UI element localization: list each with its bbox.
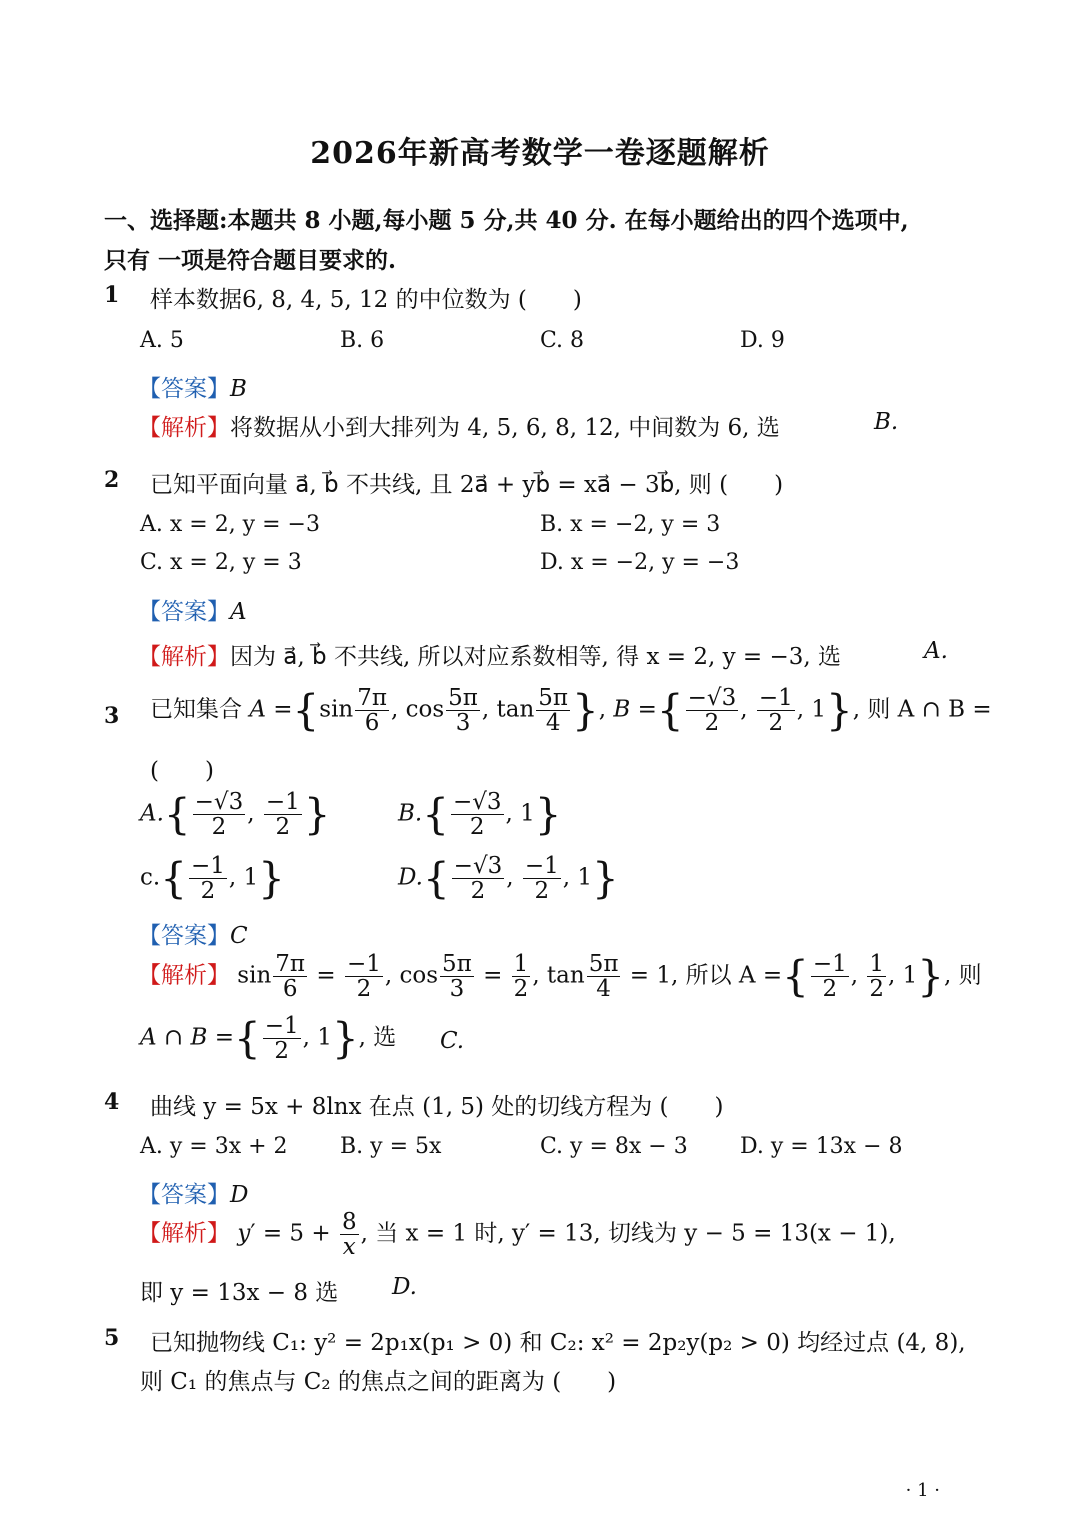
q4-option-c: C. y = 8x − 3 [540,1134,688,1159]
q3-option-c-label: c. [140,864,161,891]
explain-tag: 【解析】 [138,962,230,989]
q4-explain-2: 即 y = 13x − 8 选 [140,1280,339,1306]
answer-tag: 【答案】 [138,376,230,402]
page-number: · 1 · [905,1480,940,1501]
page-title: 2026年新高考数学一卷逐题解析 [310,136,770,171]
q3-option-a-label: A. [140,800,164,827]
q4-explain-row: 【解析】 y′ = 5 + $\frac{8}{x}$ , 当 x = 1 时, y′ = 13, 切线为 y − 5 = 13(x − 1), [138,1209,896,1261]
question-number-5: 5 [104,1325,120,1351]
q2-explain: 因为 a⃗, b⃗ 不共线, 所以对应系数相等, 得 x = 2, y = −3, 选 [230,644,842,670]
section-heading-line2: 只有 一项是符合题目要求的. [104,247,397,274]
q4-explain: , 当 x = 1 时, y′ = 13, 切线为 y − 5 = 13(x − 1), [360,1220,896,1247]
q3-paren: ( ) [150,758,214,784]
q2-option-a: A. x = 2, y = −3 [140,512,320,537]
q1-option-c: C. 8 [540,328,585,353]
q3-explain-row2: A ∩ B ={ $\frac{-1}{2}$ , 1}, 选 [140,1013,397,1065]
q2-option-b: B. x = −2, y = 3 [540,512,721,537]
q3-answer-row [138,917,248,950]
q2-answer-row [138,593,247,626]
answer-tag: 【答案】 [138,923,230,949]
q4-explain-choice: D. [392,1274,417,1300]
q2-option-d: D. x = −2, y = −3 [540,550,740,575]
q3-explain-choice: C. [440,1028,465,1054]
explain-tag: 【解析】 [138,1220,230,1247]
q3-option-d: D.{ $\frac{-√3}{2}$ , $\frac{-1}{2}$ , 1} [398,853,619,905]
q3-option-b: B.{ $\frac{-√3}{2}$ , 1} [398,789,562,841]
question-number-4: 4 [104,1089,120,1115]
q1-option-d: D. 9 [740,328,785,353]
q4-option-b: B. y = 5x [340,1134,442,1159]
answer-tag: 【答案】 [138,1182,230,1208]
question-number-3: 3 [104,703,120,729]
answer-tag: 【答案】 [138,599,230,625]
q3-explain-so: , 所以 A = [670,962,783,989]
question-text-5-line1: 已知抛物线 C₁: y² = 2p₁x(p₁ > 0) 和 C₂: x² = 2p₂y(p₂ > 0) 均经过点 (4, 8), [150,1330,966,1356]
q3-option-c: c.{ $\frac{-1}{2}$ , 1} [140,853,285,905]
q2-explain-row [138,638,841,671]
question-text-5-line2: 则 C₁ 的焦点与 C₂ 的焦点之间的距离为 ( ) [140,1369,617,1395]
question-text-4: 曲线 y = 5x + 8lnx 在点 (1, 5) 处的切线方程为 ( ) [150,1094,724,1120]
question-text-2: 已知平面向量 a⃗, b⃗ 不共线, 且 2a⃗ + yb⃗ = xa⃗ − 3b⃗, 则 ( ) [150,472,784,498]
q1-explain-choice: B. [874,409,899,435]
question-number-1: 1 [104,282,120,308]
q4-answer: D [230,1182,249,1208]
q3-then: , 则 A ∩ B = [852,696,992,723]
q4-option-a: A. y = 3x + 2 [140,1134,288,1159]
q3-option-b-label: B. [398,800,423,827]
q3-explain-select: , 选 [358,1024,397,1051]
q3-option-d-label: D. [398,864,423,891]
q3-answer: C [230,923,248,949]
explain-tag: 【解析】 [138,644,230,670]
q2-explain-choice: A. [924,638,948,664]
q3-explain-then: , 则 [944,962,982,989]
q4-answer-row [138,1176,248,1209]
q1-answer-row [138,370,247,403]
question-number-2: 2 [104,467,120,493]
q1-option-b: B. 6 [340,328,385,353]
q2-answer: A [230,599,247,625]
q3-option-a: A.{ $\frac{-√3}{2}$ , $\frac{-1}{2}$ } [140,789,331,841]
q3-explain-row: 【解析】 sin $\frac{7\pi}{6}$ = $\frac{-1}{2}$ , cos $\frac{5\pi}{3}$ = $\frac{1}{2}$ , tan $\frac{5\pi}{4}$ = 1, 所以 A ={ $\frac{-1}{2}$ , $\frac{1}{2}$ , 1}, 则 [138,951,982,1003]
question-text-1: 样本数据6, 8, 4, 5, 12 的中位数为 ( ) [150,287,582,313]
q1-answer: B [230,376,247,402]
q1-option-a: A. 5 [140,328,184,353]
q3-intro: 已知集合 [150,696,242,723]
explain-tag: 【解析】 [138,415,230,441]
question-text-3: 已知集合 A ={sin $\frac{7\pi}{6}$ , cos $\frac{5\pi}{3}$ , tan $\frac{5\pi}{4}$ }, B ={ $\frac{-√3}{2}$ , $\frac{-1}{2}$ , 1}, 则 A ∩ B = [150,685,992,737]
q1-explain: 将数据从小到大排列为 4, 5, 6, 8, 12, 中间数为 6, 选 [230,415,780,441]
q4-option-d: D. y = 13x − 8 [740,1134,903,1159]
q2-option-c: C. x = 2, y = 3 [140,550,302,575]
q1-explain-row [138,409,780,442]
section-heading-line1: 一、选择题:本题共 8 小题,每小题 5 分,共 40 分. 在每小题给出的四个选项中, [104,207,909,234]
